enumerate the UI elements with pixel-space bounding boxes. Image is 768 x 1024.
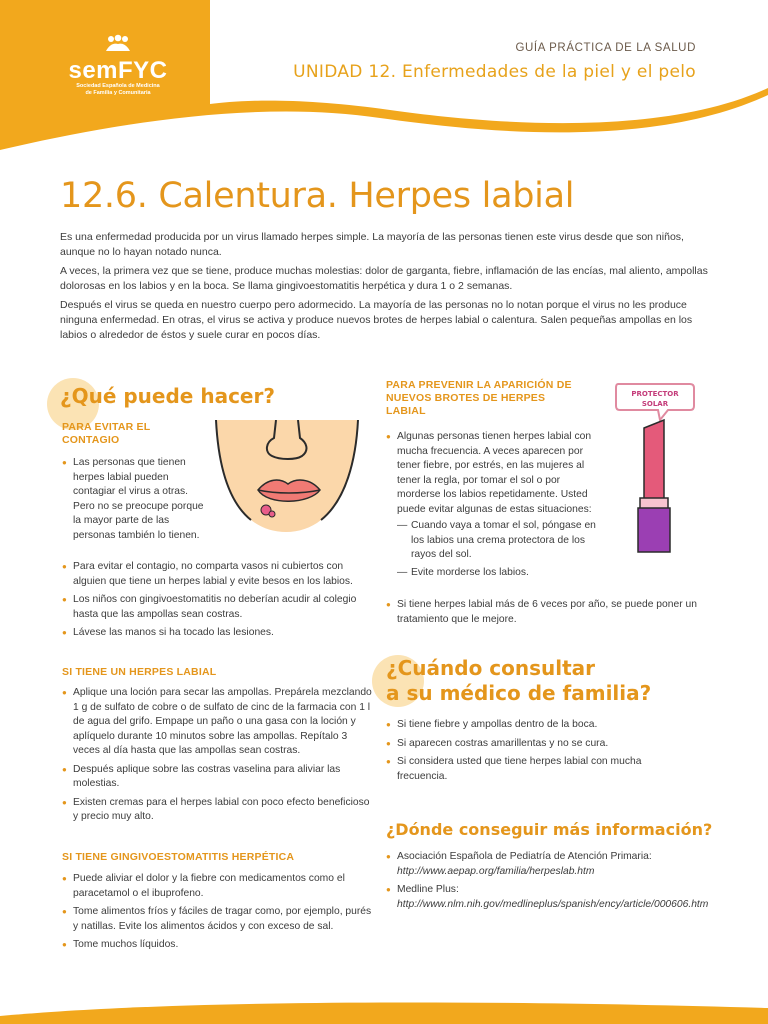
list-item <box>386 430 606 580</box>
list-item: ● Si aparecen costras amarillentas y no se cura. <box>386 737 686 752</box>
intro-paragraph: Después el virus se queda en nuestro cuerpo pero adormecido. La mayoría de las personas no lo notan porque el virus no les produce ninguna enfermedad. En otras, el virus se activa y produce nuevos brotes de herpes labial o calentura. Salen pequeñas ampollas en los labios o alrededor de éstos y suele curar en pocos días. <box>60 299 693 341</box>
logo-subtitle-2: de Familia y Comunitaria <box>85 90 151 96</box>
info-heading: ¿Dónde conseguir más información? <box>386 820 713 839</box>
sun-protector-stick-illustration <box>612 380 698 556</box>
intro-paragraph: Es una enfermedad producida por un virus llamado herpes simple. La mayoría de las personas tienen este virus desde que son niños, aunque no lo hayan notado nunca. <box>60 231 684 258</box>
page-title: 12.6. Calentura. Herpes labial <box>60 176 575 216</box>
face-herpes-illustration <box>206 420 366 540</box>
list-item: ● Lávese las manos si ha tocado las lesiones. <box>62 626 372 641</box>
herpes-labial-heading: SI TIENE UN HERPES LABIAL <box>62 666 217 678</box>
list-item: ● Las personas que tienen herpes labial pueden contagiar el virus a otras. Pero no se preocupe porque la mayor parte de las personas también lo tienen. <box>62 456 207 543</box>
list-item: ● Los niños con gingivoestomatitis no deberían acudir al colegio hasta que las ampollas sean costras. <box>62 593 372 622</box>
herpes-labial-list <box>62 686 372 829</box>
list-item: ● Si tiene herpes labial más de 6 veces por año, se puede poner un tratamiento que le mejore. <box>386 598 716 627</box>
logo-figures-icon <box>103 34 133 52</box>
prevenir-item-text: Algunas personas tienen herpes labial con mucha frecuencia. A veces aparecen por tener fiebre, por estrés, en las mujeres al tener la regla, por tomar el sol o por morderse los labios repetidamente. Usted puede evitar algunas de estas situaciones: <box>397 431 592 515</box>
list-item: ● Aplique una loción para secar las ampollas. Prepárela mezclando 1 g de sulfato de cobre o de sulfato de cinc de la farmacia con 1 l de agua del grifo. Empape un paño o una gasa con la loción y aplíquelo durante 10 minutos sobre las ampollas. Repítalo 3 veces al día hasta que las ampollas sean costras. <box>62 686 372 759</box>
evitar-contagio-heading: PARA EVITAR EL CONTAGIO <box>62 421 151 446</box>
consultar-list <box>386 718 686 788</box>
consultar-heading-line-1: ¿Cuándo consultar <box>386 656 596 680</box>
info-source-name: Asociación Española de Pediatría de Atención Primaria: <box>397 851 652 862</box>
list-item: ● Tome alimentos fríos y fáciles de tragar como, por ejemplo, purés y natillas. Evite los alimentos ácidos y con exceso de sal. <box>62 905 372 934</box>
prevenir-list <box>386 430 606 584</box>
intro-paragraph: A veces, la primera vez que se tiene, produce muchas molestias: dolor de garganta, fiebre, inflamación de las encías, mal aliento, ampollas dolorosas en los labios y en la boca. Se llama gingivoestomatitis herpética y dura 1 o 2 semanas. <box>60 265 708 292</box>
list-item: ● Si tiene fiebre y ampollas dentro de la boca. <box>386 718 686 733</box>
tube-label-2: SOLAR <box>641 400 669 408</box>
intro-text <box>60 230 710 347</box>
list-item: ● Para evitar el contagio, no comparta vasos ni cubiertos con alguien que tiene un herpes labial y evite besos en los labios. <box>62 560 372 589</box>
prevenir-list-2 <box>386 598 716 631</box>
medlineplus-link[interactable]: http://www.nlm.nih.gov/medlineplus/spanish/ency/article/000606.htm <box>397 898 709 910</box>
list-item: ● Después aplique sobre las costras vaselina para aliviar las molestias. <box>62 763 372 792</box>
sub-list-item: — Evite morderse los labios. <box>397 566 606 581</box>
gingivo-list <box>62 872 372 957</box>
que-puede-hacer-heading: ¿Qué puede hacer? <box>60 384 275 408</box>
sub-list-item: — Cuando vaya a tomar el sol, póngase en los labios una crema protectora de los rayos del sol. <box>397 519 606 563</box>
evitar-contagio-list-b <box>62 560 372 645</box>
list-item: ● Puede aliviar el dolor y la fiebre con medicamentos como el paracetamol o el ibuprofeno. <box>62 872 372 901</box>
gingivo-heading: SI TIENE GINGIVOESTOMATITIS HERPÉTICA <box>62 851 295 863</box>
list-item: ● Si considera usted que tiene herpes labial con mucha frecuencia. <box>386 755 686 784</box>
prevenir-heading: PARA PREVENIR LA APARICIÓN DE NUEVOS BROTES DE HERPES LABIAL <box>386 379 572 417</box>
semfyc-logo[interactable] <box>58 34 178 97</box>
list-item: ● Existen cremas para el herpes labial con poco efecto beneficioso y precio muy alto. <box>62 796 372 825</box>
guide-title: GUÍA PRÁCTICA DE LA SALUD <box>515 42 696 54</box>
logo-text: semFYC <box>68 57 168 84</box>
logo-subtitle-1: Sociedad Española de Medicina <box>76 83 160 89</box>
footer-wave-band <box>0 994 768 1024</box>
unit-title: UNIDAD 12. Enfermedades de la piel y el pelo <box>293 62 696 82</box>
consultar-heading-line-2: a su médico de familia? <box>386 681 652 705</box>
evitar-contagio-list-a <box>62 456 207 547</box>
info-source-name: Medline Plus: <box>397 884 459 895</box>
list-item: ● Tome muchos líquidos. <box>62 938 372 953</box>
info-list <box>386 850 709 916</box>
prevenir-sublist <box>397 519 606 580</box>
list-item <box>386 883 709 912</box>
list-item <box>386 850 686 879</box>
tube-label-1: PROTECTOR <box>631 390 679 398</box>
aepap-link[interactable]: http://www.aepap.org/familia/herpeslab.htm <box>397 865 595 877</box>
